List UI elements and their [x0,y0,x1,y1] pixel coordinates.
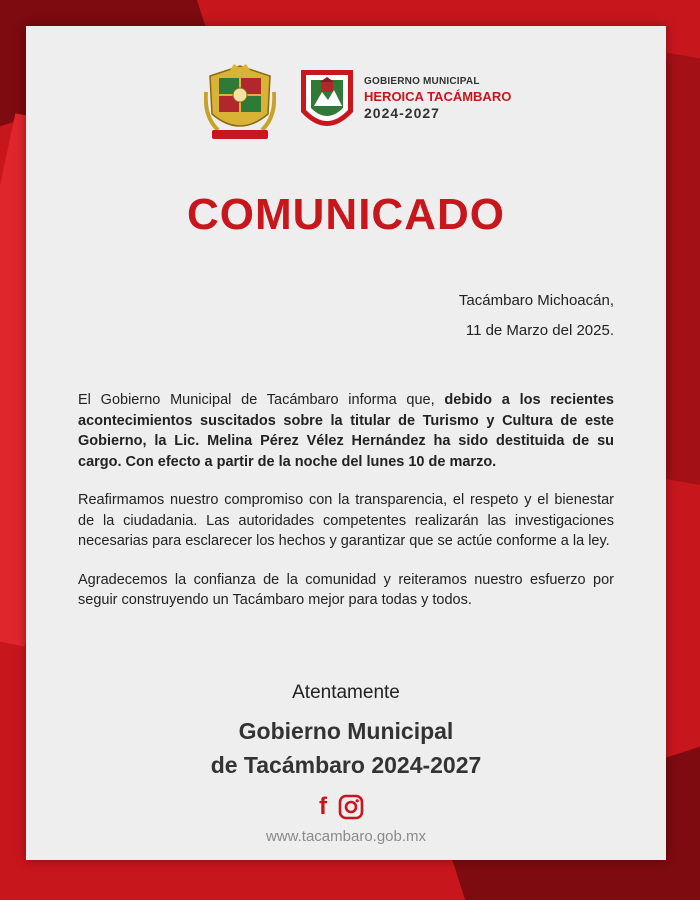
dateline-place: Tacámbaro Michoacán, [458,292,614,309]
signer [26,714,666,782]
administration-period: 2024-2027 [364,105,440,121]
paragraph-intro: El Gobierno Municipal de Tacámbaro informa que, [78,392,445,408]
salutation: Atentamente [292,682,400,703]
dateline-date: 11 de Marzo del 2025. [465,322,614,339]
instagram-icon[interactable] [338,794,364,820]
body-paragraph: Agradecemos la confianza de la comunidad y reiteramos nuestro esfuerzo por seguir construyendo un Tacámbaro mejor para todas y todos. [78,571,614,608]
closing-block [26,682,666,782]
government-name [364,76,511,121]
government-logo-icon [298,66,356,140]
dateline [459,286,614,346]
body-paragraph: Reafirmamos nuestro compromiso con la transparencia, el respeto y el bienestar de la ciudadania. Las autoridades competentes realizarán las investigaciones necesarias para esclarecer los hechos y garantizar que se actúe conforme a la ley. [78,492,614,549]
municipality-name: HEROICA TACÁMBARO [364,89,512,104]
communique-body [78,390,614,629]
communique-sheet [26,26,666,860]
document-title: COMUNICADO [187,190,505,239]
government-label: GOBIERNO MUNICIPAL [364,76,480,87]
signer-line: Gobierno Municipal [238,718,454,744]
facebook-icon[interactable]: f [319,793,327,820]
letterhead [204,62,564,146]
paragraph-emphasis: debido a los recientes acontecimientos suscitados sobre la titular de Turismo y Cultura de este Gobierno, la Lic. Melina Pérez Vélez Hernández ha sido destituida de su cargo. Con efecto a partir de la noche del lunes 10 de marzo. [78,392,614,470]
municipal-crest-icon [204,62,276,146]
body-paragraph [78,390,614,472]
social-links [316,794,364,820]
signer-line: de Tacámbaro 2024-2027 [210,752,482,778]
website-link[interactable]: www.tacambaro.gob.mx [265,828,427,845]
